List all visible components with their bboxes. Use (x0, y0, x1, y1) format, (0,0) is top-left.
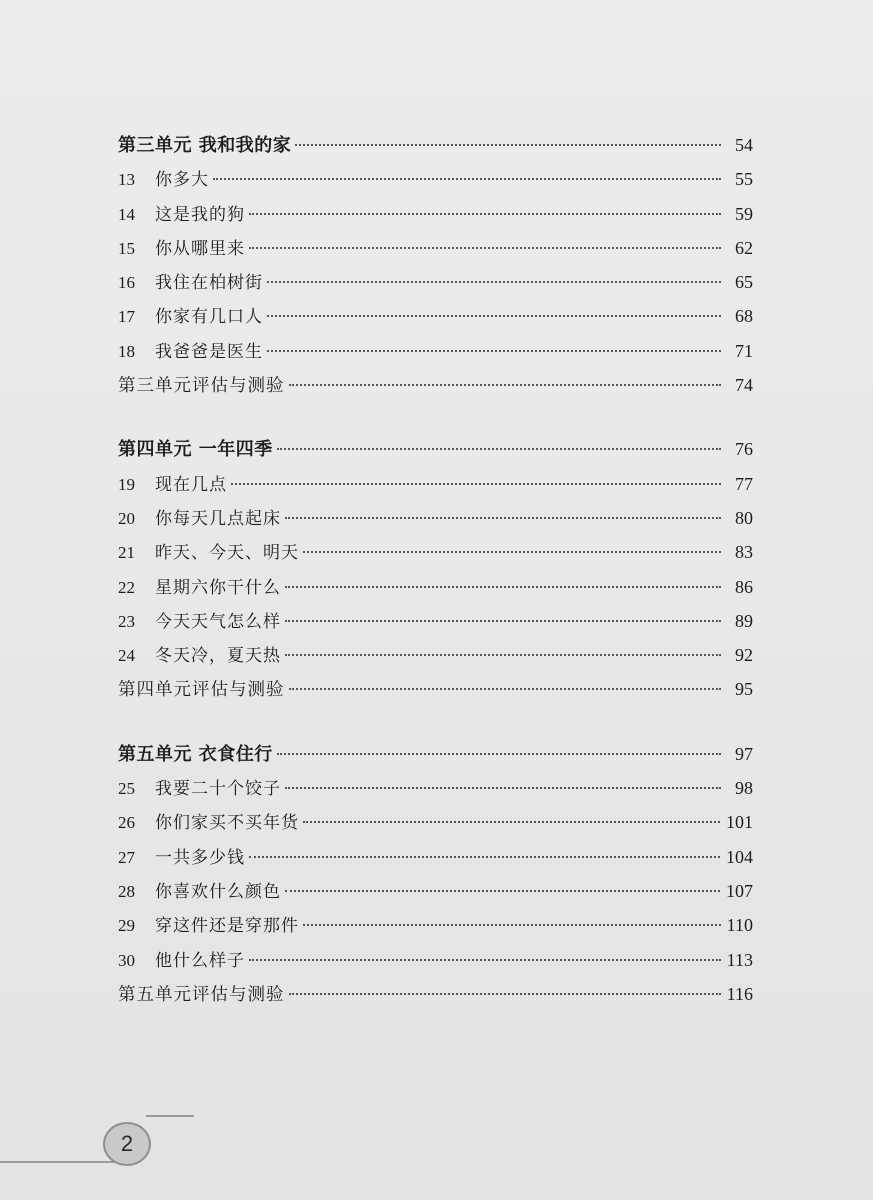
table-of-contents (118, 128, 753, 1041)
unit-review-entry[interactable] (118, 672, 753, 706)
dot-leader (249, 856, 720, 858)
lesson-entry[interactable] (118, 265, 753, 299)
lesson-entry[interactable] (118, 334, 753, 368)
lesson-number: 16 (118, 273, 135, 293)
lesson-title: 今天天气怎么样 (155, 611, 281, 632)
dot-leader (267, 315, 721, 317)
lesson-title: 穿这件还是穿那件 (155, 916, 299, 937)
lesson-number: 27 (118, 847, 135, 867)
page-number: 97 (735, 743, 753, 764)
lesson-title: 星期六你干什么 (155, 577, 281, 598)
lesson-entry[interactable] (118, 638, 753, 672)
lesson-entry[interactable] (118, 570, 753, 604)
dot-leader (289, 688, 722, 690)
lesson-entry[interactable] (118, 231, 753, 265)
lesson-number: 18 (118, 341, 135, 361)
dot-leader (277, 448, 721, 450)
lesson-number: 28 (118, 881, 135, 901)
page-number-label: 2 (120, 1131, 134, 1156)
lesson-entry[interactable] (118, 501, 753, 535)
dot-leader (285, 654, 721, 656)
lesson-entry[interactable] (118, 467, 753, 501)
page-number: 86 (735, 576, 753, 597)
lesson-title: 他什么样子 (155, 950, 245, 971)
lesson-number: 21 (118, 543, 135, 563)
dot-leader (285, 787, 721, 789)
lesson-entry[interactable] (118, 874, 753, 908)
lesson-number: 25 (118, 779, 135, 799)
unit-heading[interactable] (118, 432, 753, 466)
lesson-title: 我爸爸是医生 (155, 341, 263, 362)
page-number: 71 (735, 340, 753, 361)
lesson-entry[interactable] (118, 840, 753, 874)
page-number: 65 (735, 272, 753, 293)
lesson-title: 昨天、今天、明天 (155, 543, 299, 564)
dot-leader (289, 993, 721, 995)
page-number: 68 (735, 306, 753, 327)
lesson-number: 30 (118, 950, 135, 970)
dot-leader (277, 753, 721, 755)
page-number: 74 (735, 375, 753, 396)
lesson-entry[interactable] (118, 604, 753, 638)
footer-rule-top (146, 1115, 194, 1117)
dot-leader (267, 281, 721, 283)
lesson-entry[interactable] (118, 771, 753, 805)
dot-leader (285, 890, 720, 892)
page-number: 95 (735, 679, 753, 700)
lesson-number: 23 (118, 611, 135, 631)
unit-heading[interactable] (118, 737, 753, 771)
unit-section-4 (118, 432, 753, 706)
page-number: 101 (726, 812, 753, 833)
lesson-entry[interactable] (118, 299, 753, 333)
page-number: 83 (735, 542, 753, 563)
page-number: 55 (735, 169, 753, 190)
page-number: 54 (735, 135, 753, 155)
lesson-number: 29 (118, 916, 135, 936)
lesson-number: 19 (118, 474, 135, 494)
lesson-entry[interactable] (118, 908, 753, 942)
page-number: 116 (726, 983, 753, 1004)
page-number: 113 (726, 949, 753, 970)
page-number: 89 (735, 610, 753, 631)
lesson-entry[interactable] (118, 943, 753, 977)
lesson-number: 13 (118, 170, 135, 190)
review-title: 第三单元评估与测验 (118, 376, 285, 397)
dot-leader (303, 924, 721, 926)
review-title: 第四单元评估与测验 (118, 680, 285, 701)
dot-leader (285, 620, 721, 622)
unit-title: 第四单元 一年四季 (118, 439, 273, 461)
page-number: 92 (735, 645, 753, 666)
page-number: 80 (735, 507, 753, 528)
lesson-title: 你多大 (155, 170, 209, 191)
dot-leader (295, 144, 721, 146)
page-number: 110 (726, 915, 753, 936)
lesson-entry[interactable] (118, 162, 753, 196)
lesson-title: 一共多少钱 (155, 847, 245, 868)
unit-title: 第三单元 我和我的家 (118, 135, 292, 156)
lesson-number: 14 (118, 204, 135, 224)
page-number-badge (103, 1122, 151, 1166)
lesson-title: 我要二十个饺子 (155, 779, 281, 800)
page-number: 76 (735, 439, 753, 460)
page-number: 62 (735, 237, 753, 258)
unit-section-5 (118, 737, 753, 1011)
page-number: 104 (726, 846, 753, 867)
dot-leader (285, 586, 721, 588)
footer-rule-bottom (0, 1161, 118, 1163)
lesson-title: 这是我的狗 (155, 204, 245, 225)
lesson-title: 你每天几点起床 (155, 508, 281, 529)
lesson-title: 冬天冷，夏天热 (155, 646, 281, 667)
dot-leader (249, 959, 721, 961)
dot-leader (249, 247, 721, 249)
dot-leader (303, 551, 721, 553)
lesson-title: 现在几点 (155, 474, 227, 495)
lesson-title: 我住在柏树街 (155, 273, 263, 294)
dot-leader (213, 178, 721, 180)
lesson-number: 20 (118, 508, 135, 528)
unit-review-entry[interactable] (118, 368, 753, 402)
unit-section-3 (118, 128, 753, 402)
lesson-title: 你们家买不买年货 (155, 813, 299, 834)
page-number: 98 (735, 778, 753, 799)
unit-title: 第五单元 衣食住行 (118, 743, 273, 765)
unit-review-entry[interactable] (118, 977, 753, 1011)
dot-leader (303, 821, 720, 823)
lesson-entry[interactable] (118, 535, 753, 569)
dot-leader (231, 483, 721, 485)
lesson-entry[interactable] (118, 197, 753, 231)
lesson-title: 你喜欢什么颜色 (155, 881, 281, 902)
page-number: 59 (735, 203, 753, 224)
unit-heading[interactable] (118, 128, 753, 162)
lesson-number: 17 (118, 307, 135, 327)
lesson-number: 15 (118, 238, 135, 258)
dot-leader (249, 213, 721, 215)
lesson-number: 24 (118, 646, 135, 666)
page-number: 77 (735, 473, 753, 494)
lesson-number: 26 (118, 813, 135, 833)
dot-leader (267, 350, 721, 352)
lesson-entry[interactable] (118, 805, 753, 839)
dot-leader (289, 384, 722, 386)
lesson-title: 你家有几口人 (155, 307, 263, 328)
review-title: 第五单元评估与测验 (118, 984, 285, 1005)
dot-leader (285, 517, 721, 519)
page-number: 107 (726, 880, 753, 901)
lesson-title: 你从哪里来 (155, 238, 245, 259)
lesson-number: 22 (118, 577, 135, 597)
